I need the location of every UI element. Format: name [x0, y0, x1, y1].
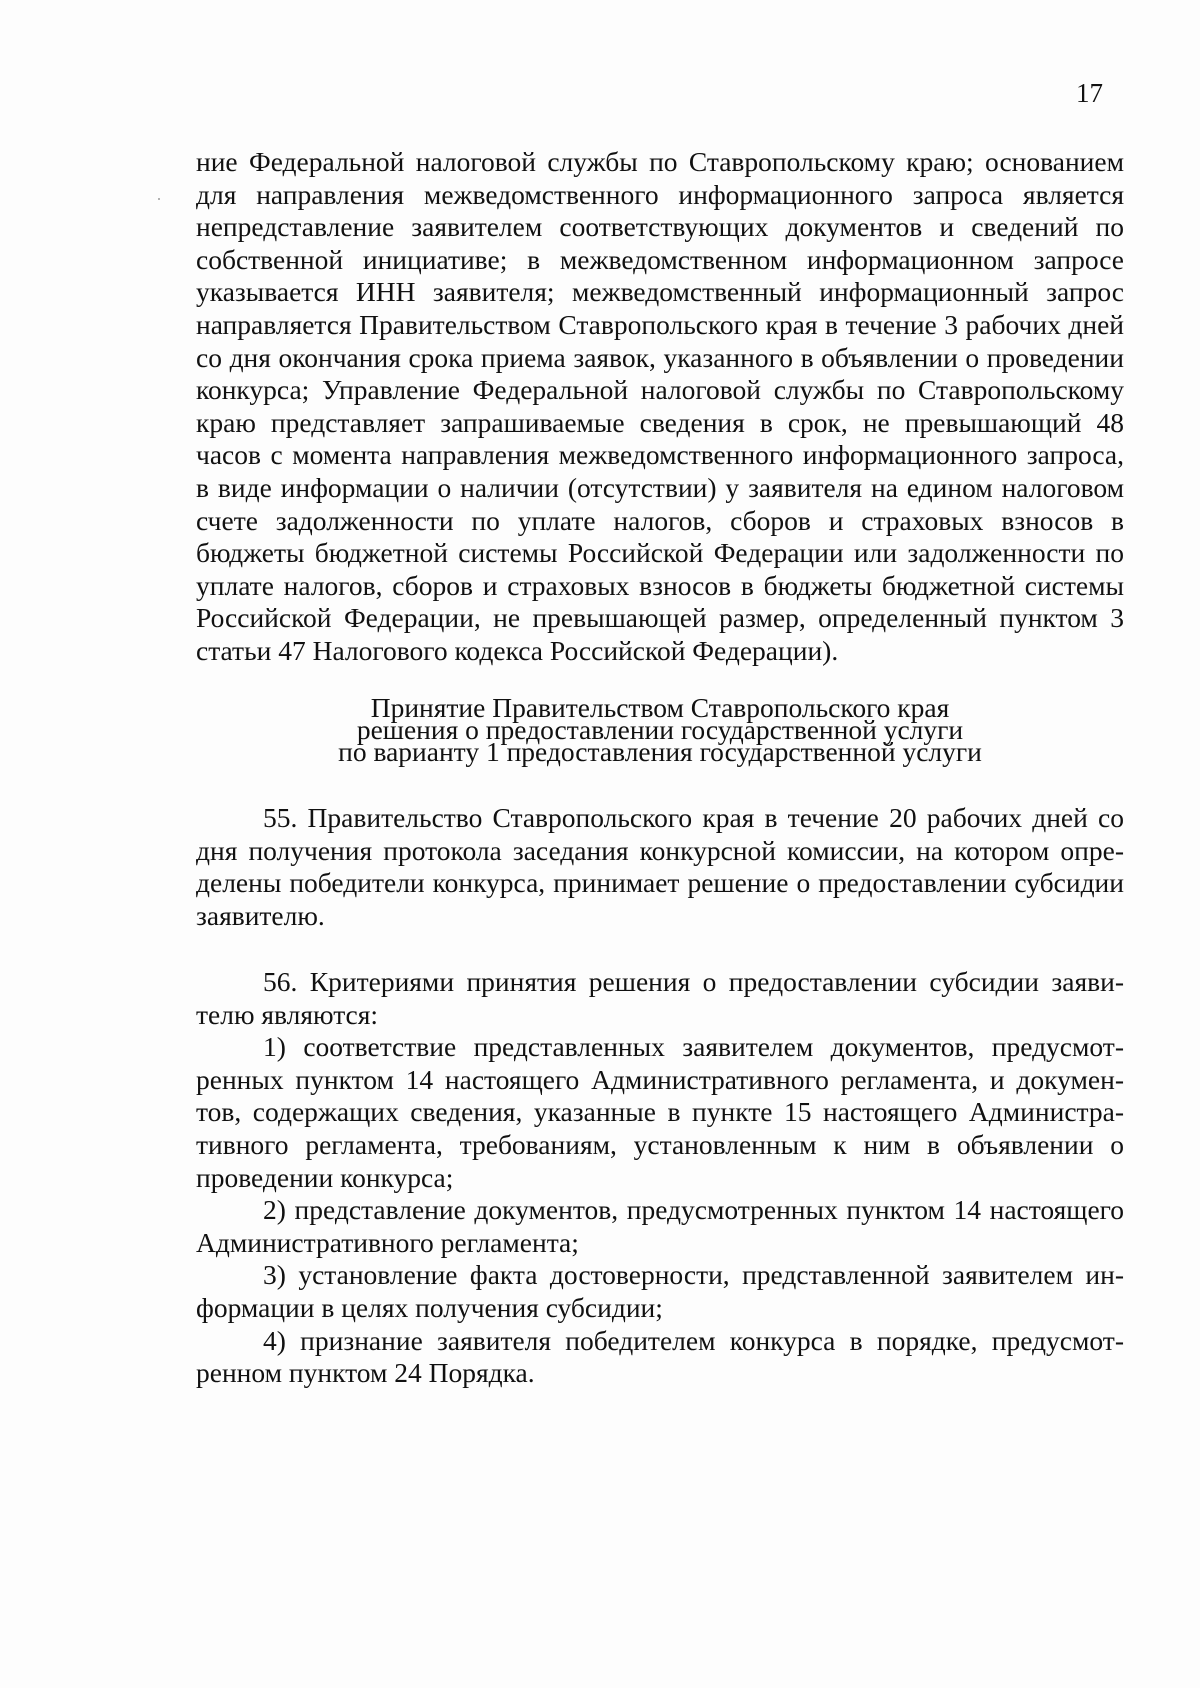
paragraph-55-block — [196, 802, 1124, 932]
criterion-item-1: 1) соответствие представленных заявителем документов, предусмотренных пунктом 14 настоящего Административного регламента, и документов, содержащих сведения, указанные в пункте 15 настоящего Административного регламента, требованиям, установленным к ним в объявлении о проведении конкурса; — [196, 1031, 1124, 1193]
paragraph-56-intro: 56. Критериями принятия решения о предоставлении субсидии заявителю являются: — [196, 966, 1124, 1030]
intro-paragraph: ние Федеральной налоговой службы по Ставропольскому краю; основанием для направления межведомственного информационного запроса является непредставление заявителем соответствующих документов и сведений по собственной инициативе; в межведомственном информационном запросе указывается ИНН заявителя; межведомственный информационный запрос направляется Правительством Ставропольского края в течение 3 рабочих дней со дня окончания срока приема заявок, указанного в объявлении о проведении конкурса; Управление Федеральной налоговой службы по Ставропольскому краю представляет запрашиваемые сведения в срок, не превышающий 48 часов с момента направления межведомственного информационного запроса, в виде информации о наличии (отсутствии) у заявителя на едином налоговом счете задолженности по уплате налогов, сборов и страховых взносов в бюджеты бюджетной системы Российской Федерации или задолженности по уплате налогов, сборов и страховых взносов в бюджеты бюджетной системы Российской Федерации, не превышающей размер, определенный пунктом 3 статьи 47 Налогового кодекса Российской Федерации). — [196, 146, 1124, 666]
criterion-item-2: 2) представление документов, предусмотренных пунктом 14 настоящего Административного регламента; — [196, 1194, 1124, 1258]
page-number: 17 — [1076, 78, 1103, 108]
section-heading-line-2: решения о предоставлении государственной услуги — [356, 714, 964, 745]
paragraph-56-block — [196, 966, 1124, 1390]
scan-speck — [158, 198, 160, 200]
section-heading-line-1: Принятие Правительством Ставропольского края — [370, 692, 950, 723]
criterion-item-4: 4) признание заявителя победителем конкурса в порядке, предусмотренном пунктом 24 Порядка. — [196, 1324, 1124, 1389]
intro-paragraph-block — [196, 146, 1124, 668]
paragraph-55: 55. Правительство Ставропольского края в течение 20 рабочих дней со дня получения протокола заседания конкурсной комиссии, на котором определены победители конкурса, принимает решение о предоставлении субсидии заявителю. — [196, 802, 1124, 931]
section-heading — [196, 692, 1124, 767]
criterion-item-3: 3) установление факта достоверности, представленной заявителем информации в целях получения субсидии; — [196, 1259, 1124, 1323]
section-heading-line-3: по варианту 1 предоставления государственной услуги — [338, 736, 982, 767]
